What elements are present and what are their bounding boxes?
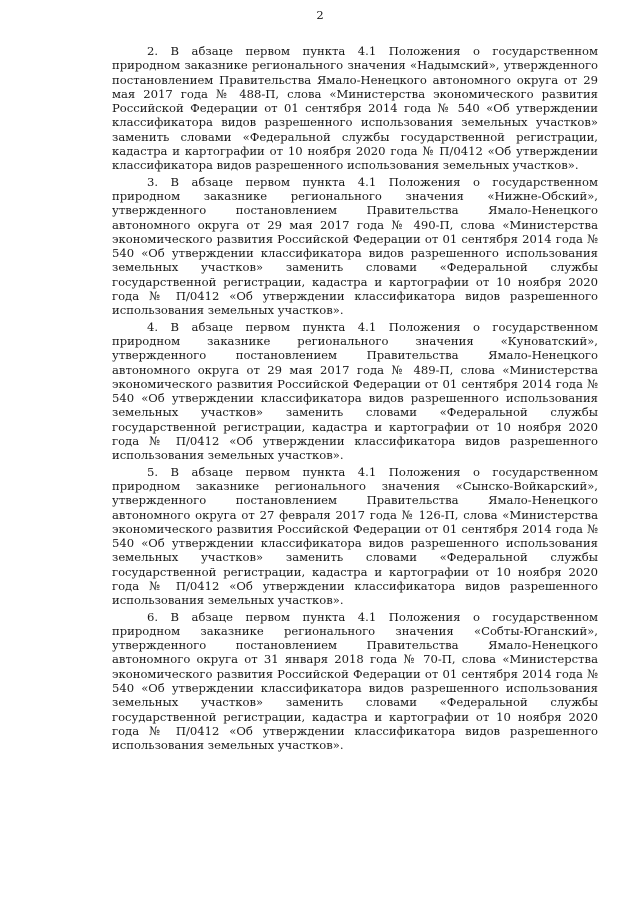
paragraph-item-6: 6. В абзаце первом пункта 4.1 Положения о государственном природном заказнике регионального значения «Собты-Юганский», утвержденного постановлением Правительства Ямало-Ненецкого автономного округа от 31 января 2018 года № 70-П, слова «Министерства экономического развития Российской Федерации от 01 сентября 2014 года № 540 «Об утверждении классификатора видов разрешенного использования земельных участков» заменить словами «Федеральной службы государственной регистрации, кадастра и картографии от 10 ноября 2020 года № П/0412 «Об утверждении классификатора видов разрешенного использования земельных участков». [112, 609, 598, 753]
paragraph-item-3: 3. В абзаце первом пункта 4.1 Положения о государственном природном заказнике регионального значения «Нижне-Обский», утвержденного постановлением Правительства Ямало-Ненецкого автономного округа от 29 мая 2017 года № 490-П, слова «Министерства экономического развития Российской Федерации от 01 сентября 2014 года № 540 «Об утверждении классификатора видов разрешенного использования земельных участков» заменить словами «Федеральной службы государственной регистрации, кадастра и картографии от 10 ноября 2020 года № П/0412 «Об утверждении классификатора видов разрешенного использования земельных участков». [112, 174, 598, 318]
paragraph-item-4: 4. В абзаце первом пункта 4.1 Положения о государственном природном заказнике регионального значения «Куноватский», утвержденного постановлением Правительства Ямало-Ненецкого автономного округа от 29 мая 2017 года № 489-П, слова «Министерства экономического развития Российской Федерации от 01 сентября 2014 года № 540 «Об утверждении классификатора видов разрешенного использования земельных участков» заменить словами «Федеральной службы государственной регистрации, кадастра и картографии от 10 ноября 2020 года № П/0412 «Об утверждении классификатора видов разрешенного использования земельных участков». [112, 319, 598, 463]
document-body [112, 44, 598, 755]
paragraph-item-5: 5. В абзаце первом пункта 4.1 Положения о государственном природном заказнике регионального значения «Сынско-Войкарский», утвержденного постановлением Правительства Ямало-Ненецкого автономного округа от 27 февраля 2017 года № 126-П, слова «Министерства экономического развития Российской Федерации от 01 сентября 2014 года № 540 «Об утверждении классификатора видов разрешенного использования земельных участков» заменить словами «Федеральной службы государственной регистрации, кадастра и картографии от 10 ноября 2020 года № П/0412 «Об утверждении классификатора видов разрешенного использования земельных участков». [112, 464, 598, 608]
paragraph-item-2: 2. В абзаце первом пункта 4.1 Положения о государственном природном заказнике регионального значения «Надымский», утвержденного постановлением Правительства Ямало-Ненецкого автономного округа от 29 мая 2017 года № 488-П, слова «Министерства экономического развития Российской Федерации от 01 сентября 2014 года № 540 «Об утверждении классификатора видов разрешенного использования земельных участков» заменить словами «Федеральной службы государственной регистрации, кадастра и картографии от 10 ноября 2020 года № П/0412 «Об утверждении классификатора видов разрешенного использования земельных участков». [112, 44, 598, 173]
page-number: 2 [316, 8, 324, 22]
